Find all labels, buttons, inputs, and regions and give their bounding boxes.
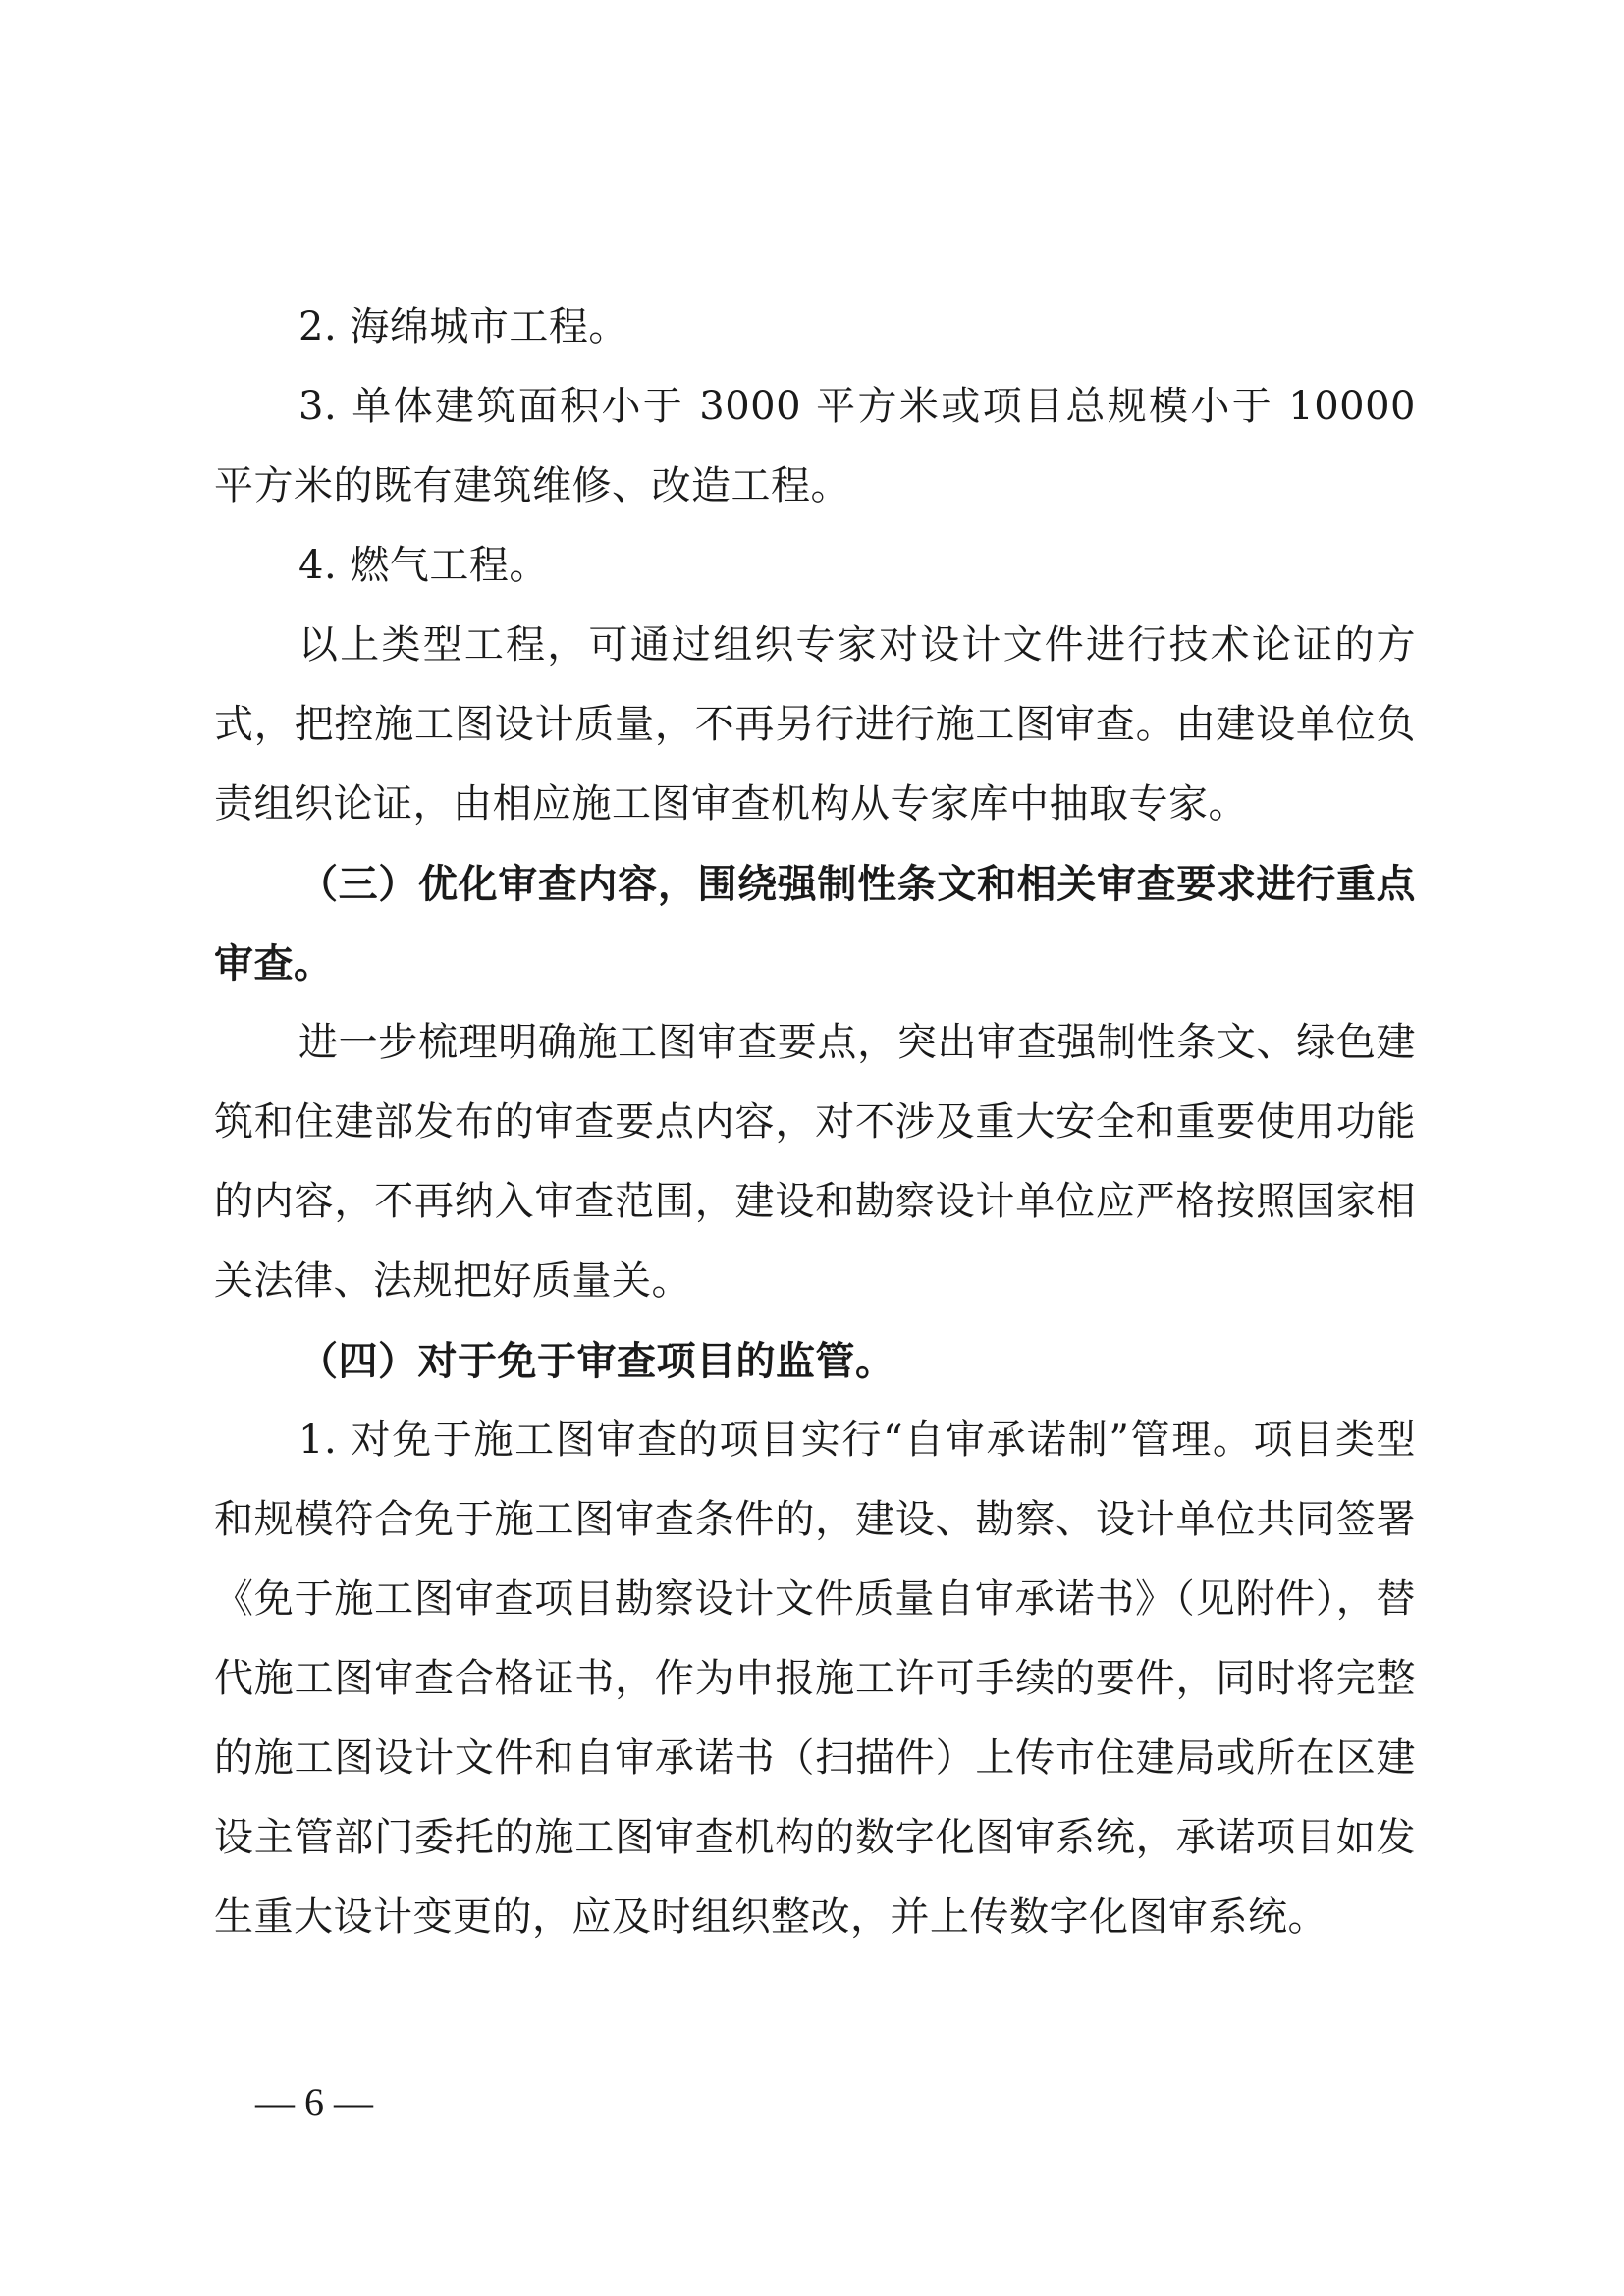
paragraph: 进一步梳理明确施工图审查要点，突出审查强制性条文、绿色建筑和住建部发布的审查要点内容，对不涉及重大安全和重要使用功能的内容，不再纳入审查范围，建设和勘察设计单位应严格按照国家相关法律、法规把好质量关。 [214, 1020, 1416, 1304]
paragraph: 以上类型工程，可通过组织专家对设计文件进行技术论证的方式，把控施工图设计质量，不再另行进行施工图审查。由建设单位负责组织论证，由相应施工图审查机构从专家库中抽取专家。 [214, 622, 1416, 827]
paragraph: 3. 单体建筑面积小于 3000 平方米或项目总规模小于 10000 平方米的既有建筑维修、改造工程。 [214, 384, 1416, 508]
section-heading: （三）优化审查内容，围绕强制性条文和相关审查要求进行重点审查。 [214, 861, 1416, 987]
document-body [214, 288, 1416, 1957]
section-heading: （四）对于免于审查项目的监管。 [298, 1338, 895, 1384]
paragraph: 1. 对免于施工图审查的项目实行“自审承诺制”管理。项目类型和规模符合免于施工图审查条件的，建设、勘察、设计单位共同签署《免于施工图审查项目勘察设计文件质量自审承诺书》（见附件），替代施工图审查合格证书，作为申报施工许可手续的要件，同时将完整的施工图设计文件和自审承诺书（扫描件）上传市住建局或所在区建设主管部门委托的施工图审查机构的数字化图审系统，承诺项目如发生重大设计变更的，应及时组织整改，并上传数字化图审系统。 [214, 1417, 1416, 1940]
paragraph: 2. 海绵城市工程。 [298, 304, 628, 349]
page-number: — 6 — [255, 2080, 373, 2124]
paragraph: 4. 燃气工程。 [298, 543, 549, 588]
